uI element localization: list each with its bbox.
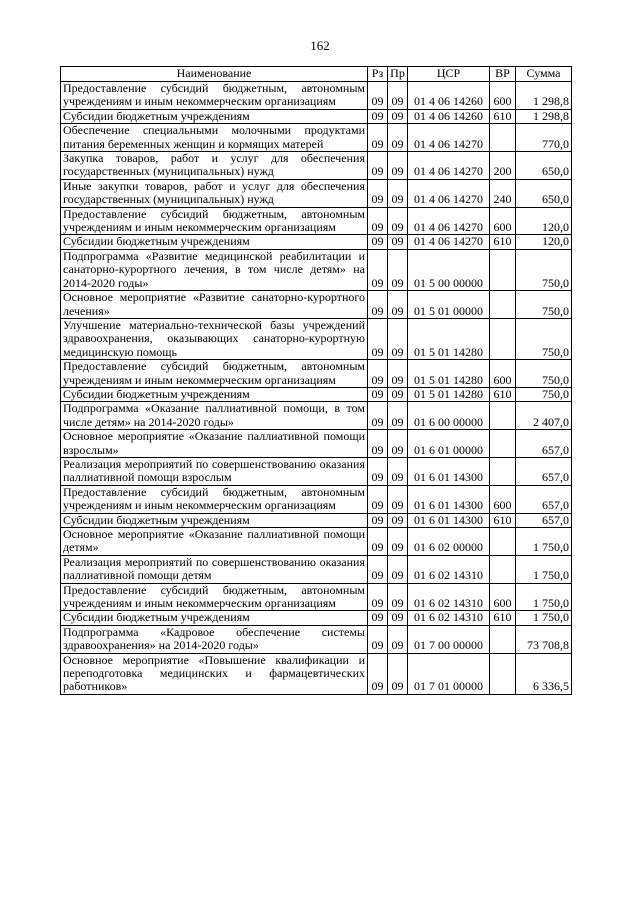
row-sum: 1 298,8 xyxy=(516,82,572,110)
row-csr: 01 6 00 00000 xyxy=(408,402,490,430)
row-vr xyxy=(490,249,516,290)
table-row xyxy=(61,82,572,110)
row-rz: 09 xyxy=(368,291,388,319)
row-csr: 01 5 01 14280 xyxy=(408,318,490,359)
row-vr: 600 xyxy=(490,207,516,235)
row-name: Основное мероприятие «Оказание паллиативной помощи взрослым» xyxy=(61,430,368,458)
row-name: Реализация мероприятий по совершенствованию оказания паллиативной помощи взрослым xyxy=(61,457,368,485)
row-sum: 1 750,0 xyxy=(516,555,572,583)
row-vr: 610 xyxy=(490,611,516,625)
row-rz: 09 xyxy=(368,387,388,401)
row-name: Основное мероприятие «Развитие санаторно-курортного лечения» xyxy=(61,291,368,319)
row-vr: 600 xyxy=(490,485,516,513)
row-sum: 650,0 xyxy=(516,152,572,180)
row-sum: 120,0 xyxy=(516,207,572,235)
table-row xyxy=(61,513,572,527)
row-rz: 09 xyxy=(368,611,388,625)
row-sum: 1 298,8 xyxy=(516,109,572,123)
row-pr: 09 xyxy=(388,291,408,319)
row-vr xyxy=(490,402,516,430)
row-vr xyxy=(490,457,516,485)
row-sum: 6 336,5 xyxy=(516,653,572,694)
row-vr: 600 xyxy=(490,82,516,110)
header-sum: Сумма xyxy=(516,67,572,82)
budget-table xyxy=(60,66,572,695)
row-vr xyxy=(490,625,516,653)
row-pr: 09 xyxy=(388,611,408,625)
row-pr: 09 xyxy=(388,457,408,485)
row-csr: 01 6 01 14300 xyxy=(408,457,490,485)
row-sum: 2 407,0 xyxy=(516,402,572,430)
row-csr: 01 5 00 00000 xyxy=(408,249,490,290)
table-row xyxy=(61,179,572,207)
row-name: Реализация мероприятий по совершенствованию оказания паллиативной помощи детям xyxy=(61,555,368,583)
row-pr: 09 xyxy=(388,207,408,235)
header-csr: ЦСР xyxy=(408,67,490,82)
header-vr: ВР xyxy=(490,67,516,82)
table-row xyxy=(61,318,572,359)
table-row xyxy=(61,457,572,485)
row-rz: 09 xyxy=(368,457,388,485)
row-rz: 09 xyxy=(368,82,388,110)
row-pr: 09 xyxy=(388,318,408,359)
row-rz: 09 xyxy=(368,402,388,430)
row-vr: 610 xyxy=(490,513,516,527)
row-sum: 73 708,8 xyxy=(516,625,572,653)
header-name: Наименование xyxy=(61,67,368,82)
row-csr: 01 6 01 14300 xyxy=(408,513,490,527)
header-rz: Рз xyxy=(368,67,388,82)
row-csr: 01 6 01 14300 xyxy=(408,485,490,513)
row-csr: 01 5 01 00000 xyxy=(408,291,490,319)
row-name: Закупка товаров, работ и услуг для обеспечения государственных (муниципальных) нужд xyxy=(61,152,368,180)
row-pr: 09 xyxy=(388,485,408,513)
row-csr: 01 4 06 14270 xyxy=(408,124,490,152)
row-rz: 09 xyxy=(368,528,388,556)
row-pr: 09 xyxy=(388,555,408,583)
table-row xyxy=(61,124,572,152)
row-csr: 01 6 02 14310 xyxy=(408,555,490,583)
table-row xyxy=(61,387,572,401)
row-vr: 200 xyxy=(490,152,516,180)
row-vr xyxy=(490,318,516,359)
row-csr: 01 4 06 14270 xyxy=(408,235,490,249)
header-pr: Пр xyxy=(388,67,408,82)
row-sum: 750,0 xyxy=(516,360,572,388)
row-csr: 01 4 06 14270 xyxy=(408,179,490,207)
row-csr: 01 5 01 14280 xyxy=(408,387,490,401)
row-rz: 09 xyxy=(368,109,388,123)
row-name: Предоставление субсидий бюджетным, автономным учреждениям и иным некоммерческим организациям xyxy=(61,82,368,110)
row-pr: 09 xyxy=(388,360,408,388)
row-rz: 09 xyxy=(368,152,388,180)
row-sum: 650,0 xyxy=(516,179,572,207)
row-csr: 01 4 06 14260 xyxy=(408,82,490,110)
row-sum: 657,0 xyxy=(516,430,572,458)
row-rz: 09 xyxy=(368,485,388,513)
table-row xyxy=(61,235,572,249)
row-rz: 09 xyxy=(368,653,388,694)
row-name: Предоставление субсидий бюджетным, автономным учреждениям и иным некоммерческим организациям xyxy=(61,207,368,235)
table-row xyxy=(61,583,572,611)
row-name: Предоставление субсидий бюджетным, автономным учреждениям и иным некоммерческим организациям xyxy=(61,583,368,611)
row-vr xyxy=(490,528,516,556)
row-pr: 09 xyxy=(388,109,408,123)
row-vr: 240 xyxy=(490,179,516,207)
row-name: Основное мероприятие «Оказание паллиативной помощи детям» xyxy=(61,528,368,556)
row-csr: 01 4 06 14270 xyxy=(408,207,490,235)
row-vr: 600 xyxy=(490,583,516,611)
page-number: 162 xyxy=(310,38,330,53)
table-row xyxy=(61,430,572,458)
row-sum: 750,0 xyxy=(516,387,572,401)
row-vr xyxy=(490,430,516,458)
row-rz: 09 xyxy=(368,583,388,611)
row-sum: 1 750,0 xyxy=(516,611,572,625)
row-sum: 1 750,0 xyxy=(516,528,572,556)
row-pr: 09 xyxy=(388,402,408,430)
row-rz: 09 xyxy=(368,207,388,235)
row-vr xyxy=(490,124,516,152)
table-row xyxy=(61,555,572,583)
row-csr: 01 7 00 00000 xyxy=(408,625,490,653)
table-row xyxy=(61,291,572,319)
row-rz: 09 xyxy=(368,430,388,458)
row-pr: 09 xyxy=(388,430,408,458)
row-pr: 09 xyxy=(388,653,408,694)
row-name: Субсидии бюджетным учреждениям xyxy=(61,109,368,123)
table-row xyxy=(61,485,572,513)
row-sum: 657,0 xyxy=(516,457,572,485)
row-name: Субсидии бюджетным учреждениям xyxy=(61,387,368,401)
row-name: Иные закупки товаров, работ и услуг для обеспечения государственных (муниципальных) нужд xyxy=(61,179,368,207)
row-pr: 09 xyxy=(388,387,408,401)
row-sum: 770,0 xyxy=(516,124,572,152)
row-pr: 09 xyxy=(388,235,408,249)
row-rz: 09 xyxy=(368,318,388,359)
table-row xyxy=(61,207,572,235)
table-row xyxy=(61,653,572,694)
row-rz: 09 xyxy=(368,360,388,388)
row-vr: 610 xyxy=(490,387,516,401)
row-csr: 01 6 02 14310 xyxy=(408,583,490,611)
row-vr: 610 xyxy=(490,109,516,123)
row-rz: 09 xyxy=(368,513,388,527)
row-sum: 750,0 xyxy=(516,291,572,319)
row-name: Субсидии бюджетным учреждениям xyxy=(61,235,368,249)
table-row xyxy=(61,402,572,430)
row-name: Улучшение материально-технической базы учреждений здравоохранения, оказывающих санаторно-курортную медицинскую помощь xyxy=(61,318,368,359)
row-csr: 01 6 02 14310 xyxy=(408,611,490,625)
row-rz: 09 xyxy=(368,249,388,290)
row-vr xyxy=(490,555,516,583)
row-pr: 09 xyxy=(388,82,408,110)
table-row xyxy=(61,611,572,625)
row-name: Субсидии бюджетным учреждениям xyxy=(61,611,368,625)
row-sum: 750,0 xyxy=(516,318,572,359)
row-pr: 09 xyxy=(388,583,408,611)
row-vr xyxy=(490,653,516,694)
row-name: Подпрограмма «Кадровое обеспечение системы здравоохранения» на 2014-2020 годы» xyxy=(61,625,368,653)
row-name: Предоставление субсидий бюджетным, автономным учреждениям и иным некоммерческим организациям xyxy=(61,485,368,513)
row-pr: 09 xyxy=(388,249,408,290)
row-sum: 657,0 xyxy=(516,513,572,527)
row-vr: 600 xyxy=(490,360,516,388)
row-name: Подпрограмма «Развитие медицинской реабилитации и санаторно-курортного лечения, в том числе детям» на 2014-2020 годы» xyxy=(61,249,368,290)
row-sum: 750,0 xyxy=(516,249,572,290)
row-rz: 09 xyxy=(368,124,388,152)
row-pr: 09 xyxy=(388,528,408,556)
row-csr: 01 7 01 00000 xyxy=(408,653,490,694)
row-rz: 09 xyxy=(368,625,388,653)
table-header-row xyxy=(61,67,572,82)
row-csr: 01 5 01 14280 xyxy=(408,360,490,388)
row-rz: 09 xyxy=(368,179,388,207)
row-name: Субсидии бюджетным учреждениям xyxy=(61,513,368,527)
row-sum: 657,0 xyxy=(516,485,572,513)
row-csr: 01 4 06 14260 xyxy=(408,109,490,123)
row-pr: 09 xyxy=(388,179,408,207)
table-row xyxy=(61,625,572,653)
table-row xyxy=(61,249,572,290)
row-csr: 01 4 06 14270 xyxy=(408,152,490,180)
row-name: Подпрограмма «Оказание паллиативной помощи, в том числе детям» на 2014-2020 годы» xyxy=(61,402,368,430)
row-vr xyxy=(490,291,516,319)
row-pr: 09 xyxy=(388,152,408,180)
row-pr: 09 xyxy=(388,625,408,653)
row-vr: 610 xyxy=(490,235,516,249)
row-pr: 09 xyxy=(388,124,408,152)
row-pr: 09 xyxy=(388,513,408,527)
row-csr: 01 6 02 00000 xyxy=(408,528,490,556)
row-name: Обеспечение специальными молочными продуктами питания беременных женщин и кормящих матерей xyxy=(61,124,368,152)
table-row xyxy=(61,360,572,388)
row-rz: 09 xyxy=(368,235,388,249)
table-row xyxy=(61,528,572,556)
row-sum: 120,0 xyxy=(516,235,572,249)
row-csr: 01 6 01 00000 xyxy=(408,430,490,458)
row-name: Предоставление субсидий бюджетным, автономным учреждениям и иным некоммерческим организациям xyxy=(61,360,368,388)
table-row xyxy=(61,109,572,123)
row-name: Основное мероприятие «Повышение квалификации и переподготовка медицинских и фармацевтических работников» xyxy=(61,653,368,694)
table-row xyxy=(61,152,572,180)
row-sum: 1 750,0 xyxy=(516,583,572,611)
row-rz: 09 xyxy=(368,555,388,583)
